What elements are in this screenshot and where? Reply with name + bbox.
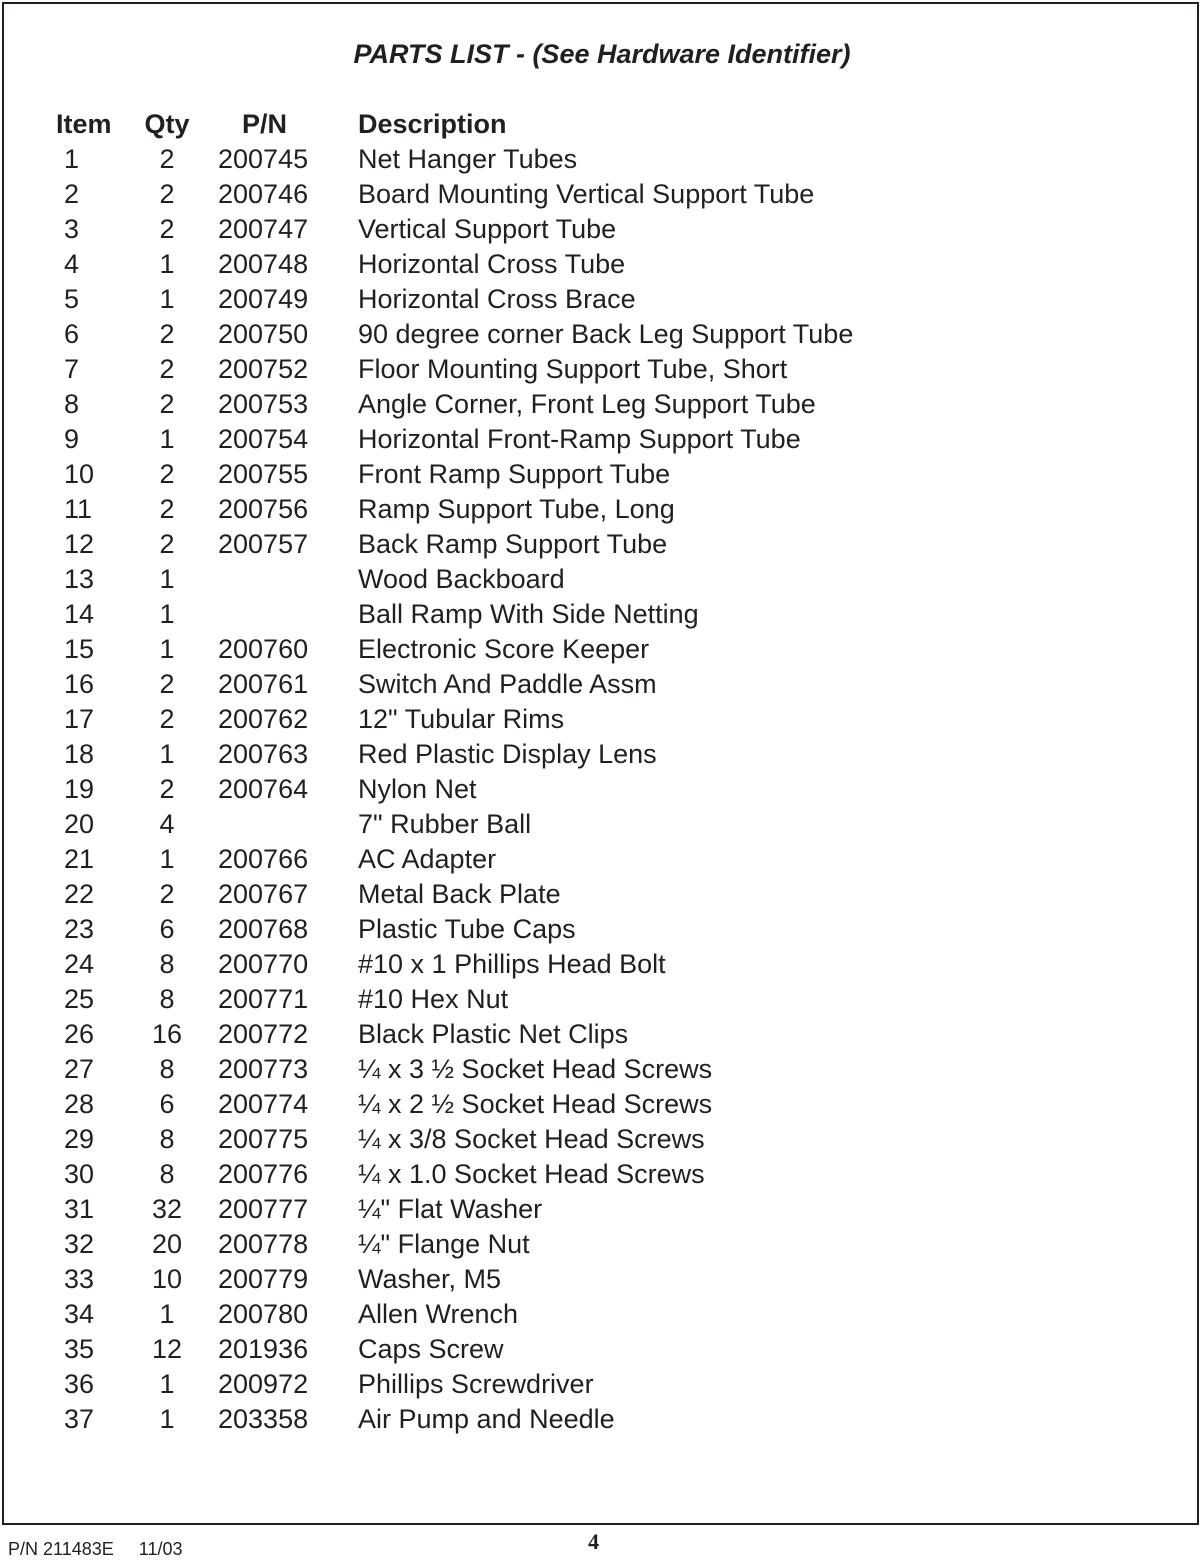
row-description: Angle Corner, Front Leg Support Tube [358, 389, 816, 419]
footer-part-info [8, 1538, 182, 1560]
row-item: 31 [64, 1194, 95, 1224]
row-description: Wood Backboard [358, 564, 565, 594]
row-item: 10 [64, 459, 95, 489]
table-row [0, 807, 1204, 842]
row-qty: 8 [159, 1159, 175, 1189]
row-qty: 1 [159, 564, 175, 594]
row-item: 20 [64, 809, 95, 839]
table-row [0, 352, 1204, 387]
row-pn: 200763 [218, 739, 309, 769]
table-row [0, 947, 1204, 982]
row-item: 24 [64, 949, 95, 979]
row-qty: 2 [159, 704, 175, 734]
row-item: 18 [64, 739, 95, 769]
row-qty: 6 [159, 914, 175, 944]
row-item: 23 [64, 914, 95, 944]
table-row [0, 247, 1204, 282]
row-pn: 200768 [218, 914, 309, 944]
header-description: Description [358, 109, 507, 139]
row-item: 13 [64, 564, 95, 594]
row-qty: 1 [159, 739, 175, 769]
footer-date: 11/03 [138, 1539, 183, 1559]
row-description: Plastic Tube Caps [358, 914, 576, 944]
row-qty: 2 [159, 389, 175, 419]
row-description: 90 degree corner Back Leg Support Tube [358, 319, 854, 349]
table-row [0, 562, 1204, 597]
table-row [0, 142, 1204, 177]
row-qty: 2 [159, 494, 175, 524]
row-item: 9 [64, 424, 80, 454]
row-pn: 200750 [218, 319, 309, 349]
table-row [0, 1017, 1204, 1052]
row-item: 7 [64, 354, 80, 384]
row-description: Ramp Support Tube, Long [358, 494, 675, 524]
row-pn: 200778 [218, 1229, 309, 1259]
row-item: 8 [64, 389, 80, 419]
row-pn: 200761 [218, 669, 309, 699]
row-item: 16 [64, 669, 95, 699]
row-description: Horizontal Cross Tube [358, 249, 626, 279]
row-item: 4 [64, 249, 80, 279]
row-item: 14 [64, 599, 95, 629]
row-pn: 200747 [218, 214, 309, 244]
page-title: PARTS LIST - (See Hardware Identifier) [353, 39, 851, 69]
row-item: 33 [64, 1264, 95, 1294]
row-pn: 200780 [218, 1299, 309, 1329]
row-pn: 200767 [218, 879, 309, 909]
row-description: ¼" Flange Nut [358, 1229, 530, 1259]
table-row [0, 1192, 1204, 1227]
row-qty: 2 [159, 214, 175, 244]
row-pn: 200749 [218, 284, 309, 314]
row-item: 5 [64, 284, 80, 314]
table-row [0, 282, 1204, 317]
row-item: 12 [64, 529, 95, 559]
row-description: #10 x 1 Phillips Head Bolt [358, 949, 666, 979]
row-qty: 8 [159, 984, 175, 1014]
row-qty: 2 [159, 354, 175, 384]
row-item: 29 [64, 1124, 95, 1154]
row-item: 21 [64, 844, 95, 874]
row-pn: 200764 [218, 774, 309, 804]
row-qty: 20 [151, 1229, 183, 1259]
row-description: 12" Tubular Rims [358, 704, 565, 734]
row-qty: 8 [159, 1124, 175, 1154]
row-pn: 200756 [218, 494, 309, 524]
row-description: Horizontal Cross Brace [358, 284, 636, 314]
table-header [0, 107, 1204, 142]
row-qty: 2 [159, 669, 175, 699]
row-item: 19 [64, 774, 95, 804]
row-item: 15 [64, 634, 95, 664]
row-pn: 200777 [218, 1194, 309, 1224]
row-qty: 2 [159, 879, 175, 909]
row-description: Washer, M5 [358, 1264, 502, 1294]
row-description: ¼ x 2 ½ Socket Head Screws [358, 1089, 713, 1119]
row-description: ¼ x 1.0 Socket Head Screws [358, 1159, 705, 1189]
row-qty: 1 [159, 634, 175, 664]
row-qty: 1 [159, 1299, 175, 1329]
row-qty: 12 [151, 1334, 183, 1364]
row-pn: 200779 [218, 1264, 309, 1294]
table-row [0, 737, 1204, 772]
row-pn: 200755 [218, 459, 309, 489]
row-qty: 8 [159, 949, 175, 979]
row-pn: 201936 [218, 1334, 309, 1364]
row-description: 7" Rubber Ball [358, 809, 532, 839]
row-description: #10 Hex Nut [358, 984, 509, 1014]
row-item: 11 [64, 494, 93, 524]
row-pn: 200753 [218, 389, 309, 419]
row-pn: 200770 [218, 949, 309, 979]
row-description: Phillips Screwdriver [358, 1369, 594, 1399]
row-qty: 2 [159, 459, 175, 489]
row-description: Floor Mounting Support Tube, Short [358, 354, 788, 384]
row-pn: 200775 [218, 1124, 309, 1154]
row-description: Red Plastic Display Lens [358, 739, 657, 769]
row-pn: 200754 [218, 424, 309, 454]
table-row [0, 177, 1204, 212]
row-description: Allen Wrench [358, 1299, 519, 1329]
table-row [0, 1087, 1204, 1122]
row-qty: 1 [159, 1404, 175, 1434]
row-pn: 200746 [218, 179, 309, 209]
row-item: 1 [64, 144, 80, 174]
row-pn: 200771 [218, 984, 309, 1014]
row-item: 3 [64, 214, 80, 244]
row-qty: 16 [151, 1019, 183, 1049]
row-description: Electronic Score Keeper [358, 634, 650, 664]
row-item: 17 [64, 704, 95, 734]
table-row [0, 842, 1204, 877]
table-row [0, 632, 1204, 667]
row-description: Air Pump and Needle [358, 1404, 615, 1434]
row-item: 26 [64, 1019, 95, 1049]
row-item: 6 [64, 319, 80, 349]
row-description: Horizontal Front-Ramp Support Tube [358, 424, 801, 454]
row-qty: 1 [159, 599, 175, 629]
footer-part-number: P/N 211483E [8, 1539, 114, 1559]
row-qty: 2 [159, 319, 175, 349]
row-pn: 200745 [218, 144, 309, 174]
table-row [0, 492, 1204, 527]
row-item: 36 [64, 1369, 95, 1399]
table-row [0, 1122, 1204, 1157]
table-row [0, 1262, 1204, 1297]
row-qty: 32 [151, 1194, 183, 1224]
table-row [0, 772, 1204, 807]
row-pn: 200776 [218, 1159, 309, 1189]
header-pn: P/N [242, 109, 288, 139]
row-description: Switch And Paddle Assm [358, 669, 657, 699]
row-description: Net Hanger Tubes [358, 144, 578, 174]
row-qty: 4 [159, 809, 175, 839]
row-pn: 200766 [218, 844, 309, 874]
row-pn: 200752 [218, 354, 309, 384]
table-row [0, 877, 1204, 912]
row-pn: 200757 [218, 529, 309, 559]
row-qty: 1 [159, 424, 175, 454]
table-row [0, 667, 1204, 702]
row-pn: 200760 [218, 634, 309, 664]
row-pn: 200774 [218, 1089, 309, 1119]
row-item: 2 [64, 179, 80, 209]
row-item: 34 [64, 1299, 95, 1329]
header-qty: Qty [144, 109, 190, 139]
table-row [0, 702, 1204, 737]
row-item: 27 [64, 1054, 95, 1084]
row-item: 25 [64, 984, 95, 1014]
table-row [0, 1157, 1204, 1192]
row-pn: 200972 [218, 1369, 309, 1399]
row-description: Back Ramp Support Tube [358, 529, 668, 559]
row-qty: 6 [159, 1089, 175, 1119]
header-item: Item [56, 109, 112, 139]
row-pn: 200748 [218, 249, 309, 279]
row-qty: 2 [159, 144, 175, 174]
table-row [0, 422, 1204, 457]
row-pn: 200773 [218, 1054, 309, 1084]
row-item: 30 [64, 1159, 95, 1189]
table-row [0, 1332, 1204, 1367]
row-qty: 2 [159, 774, 175, 804]
row-pn: 203358 [218, 1404, 309, 1434]
row-description: Caps Screw [358, 1334, 504, 1364]
row-description: ¼ x 3/8 Socket Head Screws [358, 1124, 705, 1154]
row-description: ¼ x 3 ½ Socket Head Screws [358, 1054, 713, 1084]
row-description: Board Mounting Vertical Support Tube [358, 179, 815, 209]
row-description: Front Ramp Support Tube [358, 459, 671, 489]
row-description: Vertical Support Tube [358, 214, 617, 244]
row-item: 28 [64, 1089, 95, 1119]
row-item: 37 [64, 1404, 95, 1434]
row-qty: 1 [159, 249, 175, 279]
row-description: Nylon Net [358, 774, 477, 804]
row-qty: 1 [159, 284, 175, 314]
row-qty: 8 [159, 1054, 175, 1084]
table-row [0, 912, 1204, 947]
row-pn: 200762 [218, 704, 309, 734]
table-row [0, 387, 1204, 422]
row-qty: 2 [159, 529, 175, 559]
row-item: 35 [64, 1334, 95, 1364]
row-qty: 10 [151, 1264, 183, 1294]
table-row [0, 317, 1204, 352]
row-qty: 2 [159, 179, 175, 209]
table-row [0, 1402, 1204, 1437]
row-description: Metal Back Plate [358, 879, 561, 909]
table-row [0, 212, 1204, 247]
table-row [0, 982, 1204, 1017]
row-item: 32 [64, 1229, 95, 1259]
table-row [0, 1367, 1204, 1402]
row-qty: 1 [159, 1369, 175, 1399]
table-row [0, 1297, 1204, 1332]
row-description: Black Plastic Net Clips [358, 1019, 629, 1049]
table-row [0, 1052, 1204, 1087]
row-description: AC Adapter [358, 844, 497, 874]
table-row [0, 597, 1204, 632]
table-row [0, 1227, 1204, 1262]
table-row [0, 527, 1204, 562]
page-number: 4 [588, 1529, 599, 1554]
row-pn: 200772 [218, 1019, 309, 1049]
row-qty: 1 [159, 844, 175, 874]
row-description: Ball Ramp With Side Netting [358, 599, 699, 629]
row-item: 22 [64, 879, 95, 909]
table-row [0, 457, 1204, 492]
row-description: ¼" Flat Washer [358, 1194, 543, 1224]
